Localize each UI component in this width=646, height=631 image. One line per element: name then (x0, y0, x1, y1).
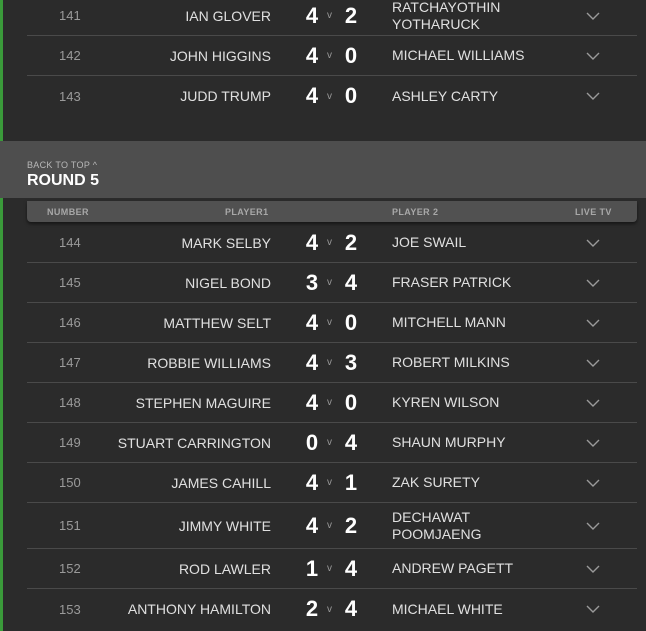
chevron-down-icon[interactable] (586, 10, 600, 22)
player2-score: 4 (344, 269, 358, 295)
player2-name: FRASER PATRICK (392, 274, 512, 290)
table-row[interactable] (27, 0, 637, 36)
player1-name: ANTHONY HAMILTON (127, 601, 271, 617)
player2-score: 0 (344, 42, 358, 68)
player2-name: SHAUN MURPHY (392, 434, 506, 450)
column-header-live-tv: LIVE TV (575, 206, 612, 217)
column-header-number: NUMBER (47, 206, 89, 217)
player1-score: 0 (305, 429, 319, 455)
match-number: 151 (59, 518, 81, 533)
results-list-round-5 (27, 223, 637, 629)
player1-score: 4 (305, 83, 319, 108)
player1-name: ROD LAWLER (178, 560, 271, 577)
chevron-down-icon[interactable] (586, 520, 600, 532)
chevron-down-icon[interactable] (586, 237, 600, 249)
match-number: 153 (59, 601, 81, 617)
left-accent-bar (0, 0, 3, 631)
table-row[interactable] (27, 343, 637, 383)
chevron-down-icon[interactable] (586, 90, 600, 102)
player2-name: MITCHELL MANN (392, 314, 506, 330)
player1-score: 4 (305, 2, 319, 28)
player2-name: KYREN WILSON (392, 394, 500, 410)
player2-score: 0 (344, 83, 358, 108)
player1-name: JOHN HIGGINS (169, 47, 271, 64)
player2-name: RATCHAYOTHIN YOTHARUCK (392, 0, 501, 32)
column-header-player2: PLAYER 2 (392, 206, 439, 217)
versus-label: v (327, 357, 332, 368)
player2-name: ANDREW PAGETT (392, 560, 514, 576)
player2-name: ZAK SURETY (392, 474, 480, 490)
player1-score: 3 (305, 269, 319, 295)
table-row[interactable] (27, 589, 637, 629)
player1-name: JUDD TRUMP (180, 88, 271, 104)
match-number: 143 (59, 88, 81, 104)
versus-label: v (327, 437, 332, 448)
player1-score: 4 (305, 469, 319, 495)
match-number: 149 (59, 435, 81, 450)
table-row[interactable] (27, 383, 637, 423)
player1-name: STUART CARRINGTON (117, 434, 271, 451)
player1-name: JIMMY WHITE (178, 517, 271, 534)
versus-label: v (327, 520, 332, 531)
chevron-down-icon[interactable] (586, 357, 600, 369)
player2-name: JOE SWAIL (392, 234, 467, 250)
table-header (27, 201, 637, 222)
versus-label: v (327, 50, 332, 61)
player1-name: MATTHEW SELT (163, 314, 271, 331)
player2-score: 4 (344, 429, 358, 455)
player2-score: 2 (344, 229, 358, 255)
chevron-down-icon[interactable] (586, 277, 600, 289)
match-number: 147 (59, 355, 81, 370)
chevron-down-icon[interactable] (586, 50, 600, 62)
match-number: 141 (59, 8, 81, 23)
player1-score: 4 (305, 389, 319, 415)
versus-label: v (327, 477, 332, 488)
player1-score: 4 (305, 42, 319, 68)
versus-label: v (327, 277, 332, 288)
chevron-down-icon[interactable] (586, 603, 600, 615)
player2-score: 1 (344, 469, 358, 495)
player2-score: 2 (344, 512, 358, 538)
player2-score: 3 (344, 349, 358, 375)
results-list-previous (27, 0, 637, 116)
player2-name: MICHAEL WHITE (392, 600, 503, 617)
player2-score: 0 (344, 309, 358, 335)
table-row[interactable] (27, 36, 637, 76)
player1-name: IAN GLOVER (185, 7, 271, 24)
player2-name: MICHAEL WILLIAMS (392, 47, 525, 63)
versus-label: v (327, 397, 332, 408)
table-row[interactable] (27, 463, 637, 503)
player1-score: 4 (305, 309, 319, 335)
player1-score: 2 (305, 596, 319, 621)
chevron-down-icon[interactable] (586, 397, 600, 409)
table-row[interactable] (27, 549, 637, 589)
versus-label: v (327, 317, 332, 328)
match-number: 142 (59, 48, 81, 63)
column-header-player1: PLAYER1 (225, 206, 269, 217)
round-title: ROUND 5 (27, 172, 100, 189)
match-number: 148 (59, 395, 81, 410)
player1-score: 4 (305, 229, 319, 255)
versus-label: v (327, 237, 332, 248)
player2-score: 0 (344, 389, 358, 415)
player1-name: ROBBIE WILLIAMS (147, 354, 271, 371)
match-number: 152 (59, 561, 81, 576)
player1-name: JAMES CAHILL (171, 474, 271, 491)
versus-label: v (327, 603, 332, 615)
match-number: 146 (59, 315, 81, 330)
table-row[interactable] (27, 303, 637, 343)
player1-name: NIGEL BOND (185, 274, 271, 291)
versus-label: v (327, 10, 332, 21)
player2-name: DECHAWAT POOMJAENG (392, 508, 482, 542)
back-to-top-link[interactable]: BACK TO TOP ^ (27, 160, 98, 170)
chevron-down-icon[interactable] (586, 437, 600, 449)
chevron-down-icon[interactable] (586, 317, 600, 329)
versus-label: v (327, 90, 332, 102)
chevron-down-icon[interactable] (586, 477, 600, 489)
player1-score: 1 (305, 555, 319, 581)
player1-score: 4 (305, 349, 319, 375)
chevron-down-icon[interactable] (586, 563, 600, 575)
table-row[interactable] (27, 263, 637, 303)
match-number: 145 (59, 275, 81, 290)
player2-score: 2 (344, 2, 358, 28)
table-row[interactable] (27, 223, 637, 263)
player1-score: 4 (305, 512, 319, 538)
match-number: 144 (59, 235, 81, 250)
player1-name: MARK SELBY (181, 234, 271, 251)
versus-label: v (327, 563, 332, 574)
table-row[interactable] (27, 423, 637, 463)
player2-score: 4 (344, 555, 358, 581)
player2-name: ASHLEY CARTY (392, 87, 499, 104)
match-number: 150 (59, 475, 81, 490)
player2-name: ROBERT MILKINS (392, 354, 510, 370)
table-row[interactable] (27, 503, 637, 549)
player2-score: 4 (344, 596, 358, 621)
table-row[interactable] (27, 76, 637, 116)
player1-name: STEPHEN MAGUIRE (135, 394, 271, 411)
